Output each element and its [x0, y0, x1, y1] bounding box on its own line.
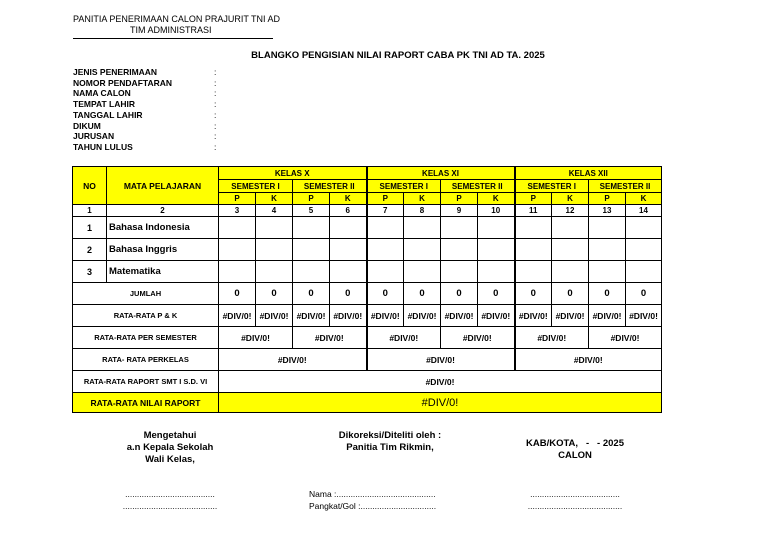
- grade-cell[interactable]: [256, 261, 293, 283]
- field-label: DIKUM: [73, 120, 101, 131]
- rata-pk-value: #DIV/0!: [515, 305, 552, 327]
- rata-pk-row: [73, 305, 662, 327]
- rata-pk-value: #DIV/0!: [478, 305, 515, 327]
- jumlah-row: [73, 283, 662, 305]
- rata-semester-value: #DIV/0!: [589, 327, 662, 349]
- semester-header: SEMESTER II: [293, 180, 367, 193]
- col-number: 12: [552, 205, 589, 217]
- rata-pk-value: #DIV/0!: [367, 305, 404, 327]
- col-header-subject: MATA PELAJARAN: [107, 167, 219, 205]
- dots-line[interactable]: ........................................: [122, 501, 218, 511]
- field-value[interactable]: :: [214, 141, 217, 152]
- col-number: 8: [404, 205, 441, 217]
- pk-header: P: [589, 193, 626, 205]
- field-value[interactable]: :: [214, 120, 217, 131]
- subject-row: [73, 217, 662, 239]
- semester-header: SEMESTER II: [589, 180, 662, 193]
- rata-pk-label: RATA-RATA P & K: [73, 305, 219, 327]
- col-number: 9: [441, 205, 478, 217]
- pk-header: K: [404, 193, 441, 205]
- field-value[interactable]: :: [214, 109, 217, 120]
- col-number: 11: [515, 205, 552, 217]
- nilai-raport-label: RATA-RATA NILAI RAPORT: [73, 393, 219, 413]
- name-line[interactable]: Nama :..........................................: [309, 489, 436, 499]
- field-row: [73, 67, 216, 78]
- subject-no: 2: [73, 239, 107, 261]
- grade-cell[interactable]: [330, 239, 367, 261]
- header-underline: [73, 38, 273, 39]
- jumlah-value: 0: [256, 283, 293, 305]
- grade-cell[interactable]: [367, 217, 404, 239]
- pk-header: P: [293, 193, 330, 205]
- subject-name: Matematika: [107, 261, 219, 283]
- grade-table: [72, 166, 662, 413]
- col-number: 5: [293, 205, 330, 217]
- col-number: 1: [73, 205, 107, 217]
- jumlah-value: 0: [330, 283, 367, 305]
- rata-semester-value: #DIV/0!: [441, 327, 515, 349]
- rata-pk-value: #DIV/0!: [293, 305, 330, 327]
- col-number: 2: [107, 205, 219, 217]
- grade-cell[interactable]: [404, 239, 441, 261]
- rata-semester-row: [73, 327, 662, 349]
- grade-cell[interactable]: [367, 239, 404, 261]
- col-number: 4: [256, 205, 293, 217]
- subject-name: Bahasa Inggris: [107, 239, 219, 261]
- rata-kelas-row: [73, 349, 662, 371]
- rata-raport-value: #DIV/0!: [219, 371, 662, 393]
- identity-fields: [73, 67, 216, 153]
- dots-line[interactable]: ........................................: [527, 501, 623, 511]
- grade-cell[interactable]: [478, 217, 515, 239]
- field-label: NAMA CALON: [73, 88, 131, 99]
- jumlah-value: 0: [404, 283, 441, 305]
- grade-cell[interactable]: [478, 261, 515, 283]
- class-header-xi: KELAS XI: [367, 167, 515, 180]
- signature-right-dots: [500, 488, 650, 512]
- rata-pk-value: #DIV/0!: [441, 305, 478, 327]
- jumlah-value: 0: [293, 283, 330, 305]
- rata-kelas-value: #DIV/0!: [219, 349, 367, 371]
- rata-semester-value: #DIV/0!: [293, 327, 367, 349]
- class-header-x: KELAS X: [219, 167, 367, 180]
- nilai-raport-row: [73, 393, 662, 413]
- signature-left-dots: [95, 488, 245, 512]
- semester-header: SEMESTER I: [367, 180, 441, 193]
- field-label: NOMOR PENDAFTARAN: [73, 77, 173, 88]
- rata-pk-value: #DIV/0!: [552, 305, 589, 327]
- rata-pk-value: #DIV/0!: [589, 305, 626, 327]
- subject-row: [73, 261, 662, 283]
- field-row: [73, 88, 216, 99]
- jumlah-value: 0: [219, 283, 256, 305]
- pk-header: K: [626, 193, 662, 205]
- field-label: TAHUN LULUS: [73, 141, 133, 152]
- rata-kelas-value: #DIV/0!: [367, 349, 515, 371]
- field-value[interactable]: :: [214, 88, 217, 99]
- field-value[interactable]: :: [214, 99, 217, 110]
- grade-cell[interactable]: [293, 217, 330, 239]
- grade-cell[interactable]: [367, 261, 404, 283]
- signature-middle: [310, 430, 470, 454]
- field-row: [73, 131, 216, 142]
- pk-header: K: [330, 193, 367, 205]
- grade-cell[interactable]: [256, 217, 293, 239]
- rata-pk-value: #DIV/0!: [404, 305, 441, 327]
- jumlah-value: 0: [515, 283, 552, 305]
- grade-cell[interactable]: [626, 261, 662, 283]
- pk-header: P: [441, 193, 478, 205]
- nilai-raport-value: #DIV/0!: [219, 393, 662, 413]
- grade-cell[interactable]: [330, 261, 367, 283]
- sig-left-line: Wali Kelas,: [145, 454, 195, 465]
- grade-cell[interactable]: [589, 261, 626, 283]
- rata-kelas-value: #DIV/0!: [515, 349, 662, 371]
- signature-middle-dots: [309, 488, 474, 512]
- sig-right-line: KAB/KOTA, - - 2025: [525, 438, 624, 449]
- jumlah-label: JUMLAH: [73, 283, 219, 305]
- pk-header: P: [367, 193, 404, 205]
- grade-cell[interactable]: [515, 239, 552, 261]
- sig-right-line: CALON: [558, 450, 592, 461]
- pk-header: P: [219, 193, 256, 205]
- field-label: JENIS PENERIMAAN: [73, 67, 158, 77]
- subject-no: 1: [73, 217, 107, 239]
- rata-pk-value: #DIV/0!: [626, 305, 662, 327]
- grade-cell[interactable]: [404, 217, 441, 239]
- field-row: [73, 142, 216, 153]
- committee-header: [73, 14, 280, 36]
- jumlah-value: 0: [552, 283, 589, 305]
- grade-cell[interactable]: [589, 239, 626, 261]
- grade-cell[interactable]: [626, 217, 662, 239]
- rata-raport-row: [73, 371, 662, 393]
- grade-cell[interactable]: [552, 217, 589, 239]
- dots-line[interactable]: ......................................: [125, 489, 215, 499]
- pk-header: K: [552, 193, 589, 205]
- signature-right: [495, 438, 655, 462]
- jumlah-value: 0: [367, 283, 404, 305]
- subject-no: 3: [73, 261, 107, 283]
- grade-cell[interactable]: [552, 239, 589, 261]
- rata-semester-label: RATA-RATA PER SEMESTER: [73, 327, 219, 349]
- signature-left: [90, 430, 250, 466]
- field-value[interactable]: :: [214, 77, 217, 88]
- jumlah-value: 0: [478, 283, 515, 305]
- field-row: [73, 78, 216, 89]
- rata-pk-value: #DIV/0!: [256, 305, 293, 327]
- document-title: BLANGKO PENGISIAN NILAI RAPORT CABA PK TNI AD TA. 2025: [251, 50, 545, 61]
- field-label: JURUSAN: [73, 131, 115, 142]
- grade-cell[interactable]: [330, 217, 367, 239]
- field-label: TANGGAL LAHIR: [73, 109, 143, 120]
- jumlah-value: 0: [626, 283, 662, 305]
- col-number: 10: [478, 205, 515, 217]
- rata-pk-value: #DIV/0!: [219, 305, 256, 327]
- semester-header: SEMESTER I: [219, 180, 293, 193]
- col-number: 6: [330, 205, 367, 217]
- grade-cell[interactable]: [293, 239, 330, 261]
- pk-header: P: [515, 193, 552, 205]
- rata-raport-label: RATA-RATA RAPORT SMT I S.D. VI: [73, 371, 219, 393]
- grade-cell[interactable]: [293, 261, 330, 283]
- col-number: 14: [626, 205, 662, 217]
- semester-header: SEMESTER II: [441, 180, 515, 193]
- grade-cell[interactable]: [515, 261, 552, 283]
- grade-cell[interactable]: [515, 217, 552, 239]
- grade-cell[interactable]: [626, 239, 662, 261]
- col-header-no: NO: [73, 167, 107, 205]
- field-label: TEMPAT LAHIR: [73, 99, 136, 110]
- field-row: [73, 110, 216, 121]
- field-value[interactable]: :: [214, 67, 217, 77]
- grade-cell[interactable]: [441, 239, 478, 261]
- field-value[interactable]: :: [214, 131, 217, 142]
- jumlah-value: 0: [441, 283, 478, 305]
- sig-left-line: a.n Kepala Sekolah: [126, 442, 214, 453]
- semester-header: SEMESTER I: [515, 180, 589, 193]
- sig-middle-line: Panitia Tim Rikmin,: [346, 442, 434, 453]
- rank-line[interactable]: Pangkat/Gol :................................: [309, 501, 437, 511]
- sig-middle-line: Dikoreksi/Diteliti oleh :: [338, 430, 442, 441]
- grade-cell[interactable]: [256, 239, 293, 261]
- grade-cell[interactable]: [552, 261, 589, 283]
- grade-cell[interactable]: [404, 261, 441, 283]
- pk-header: K: [256, 193, 293, 205]
- col-number: 3: [219, 205, 256, 217]
- rata-semester-value: #DIV/0!: [367, 327, 441, 349]
- field-row: [73, 99, 216, 110]
- grade-cell[interactable]: [441, 217, 478, 239]
- grade-cell[interactable]: [219, 239, 256, 261]
- subject-row: [73, 239, 662, 261]
- col-number: 13: [589, 205, 626, 217]
- sig-left-line: Mengetahui: [143, 430, 197, 441]
- grade-cell[interactable]: [478, 239, 515, 261]
- team-name: TIM ADMINISTRASI: [130, 25, 212, 35]
- committee-name: PANITIA PENERIMAAN CALON PRAJURIT TNI AD: [73, 14, 281, 24]
- subject-name: Bahasa Indonesia: [107, 217, 219, 239]
- grade-cell[interactable]: [589, 217, 626, 239]
- dots-line[interactable]: ......................................: [530, 489, 620, 499]
- rata-pk-value: #DIV/0!: [330, 305, 367, 327]
- grade-cell[interactable]: [219, 217, 256, 239]
- rata-semester-value: #DIV/0!: [219, 327, 293, 349]
- col-number: 7: [367, 205, 404, 217]
- class-header-xii: KELAS XII: [515, 167, 662, 180]
- grade-cell[interactable]: [219, 261, 256, 283]
- grade-cell[interactable]: [441, 261, 478, 283]
- rata-semester-value: #DIV/0!: [515, 327, 589, 349]
- field-row: [73, 121, 216, 132]
- rata-kelas-label: RATA- RATA PERKELAS: [73, 349, 219, 371]
- pk-header: K: [478, 193, 515, 205]
- jumlah-value: 0: [589, 283, 626, 305]
